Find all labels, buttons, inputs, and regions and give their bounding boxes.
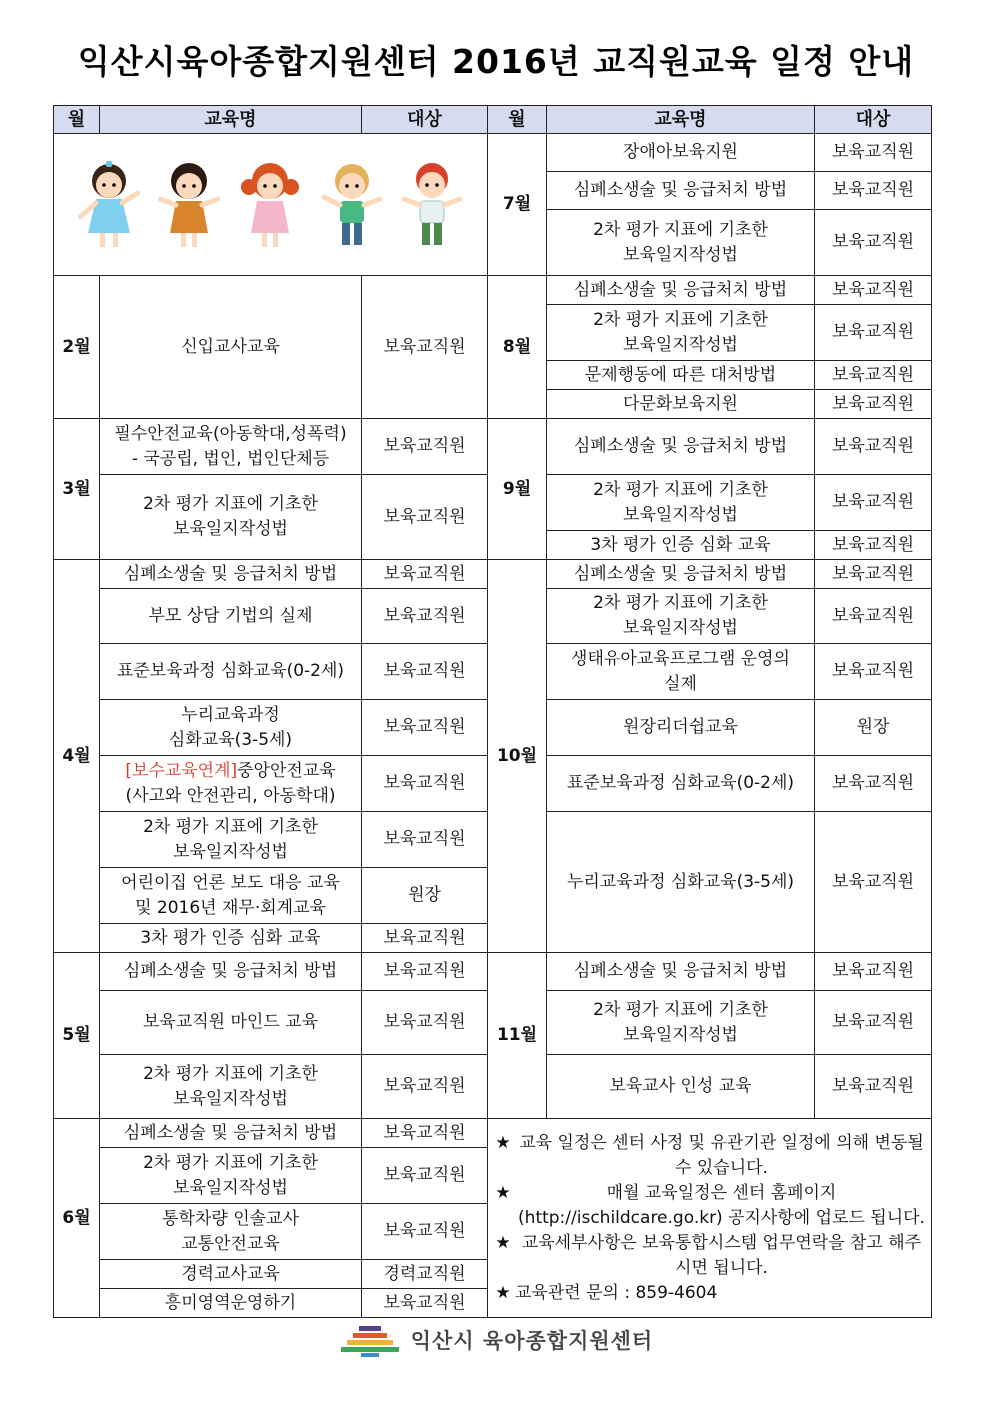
- course-name: 필수안전교육(아동학대,성폭력) - 국공립, 법인, 법인단체등: [100, 419, 362, 475]
- course-name: 문제행동에 따른 대처방법: [547, 361, 815, 390]
- course-target: 보육교직원: [815, 305, 932, 361]
- course-target: 보육교직원: [815, 390, 932, 419]
- course-target: 보육교직원: [362, 924, 488, 953]
- footer-org-name: 익산시 육아종합지원센터: [410, 1329, 654, 1353]
- course-target: 보육교직원: [815, 172, 932, 210]
- course-name: 표준보육과정 심화교육(0-2세): [547, 756, 815, 812]
- center-logo-icon: [339, 1322, 401, 1358]
- course-target: 보육교직원: [362, 700, 488, 756]
- course-name: 2차 평가 지표에 기초한 보육일지작성법: [100, 1148, 362, 1204]
- kids-illustration-cell: [54, 134, 488, 276]
- course-target: 보육교직원: [362, 276, 488, 419]
- course-name: 2차 평가 지표에 기초한 보육일지작성법: [100, 1055, 362, 1119]
- footer: [0, 1322, 992, 1358]
- course-target: 보육교직원: [362, 1148, 488, 1204]
- course-name: 3차 평가 인증 심화 교육: [100, 924, 362, 953]
- month-label-oct: 10월: [488, 560, 547, 953]
- girl-pink-dress-illustration: [237, 159, 303, 251]
- course-name: 심폐소생술 및 응급처치 방법: [547, 560, 815, 589]
- col-header-course: 교육명: [547, 106, 815, 134]
- note-text: 교육 일정은 센터 사정 및 유관기관 일정에 의해 변동될 수 있습니다.: [519, 1132, 924, 1178]
- course-name: 심폐소생술 및 응급처치 방법: [547, 276, 815, 305]
- course-target: 보육교직원: [815, 361, 932, 390]
- month-label-jul: 7월: [488, 134, 547, 276]
- course-name: 2차 평가 지표에 기초한 보육일지작성법: [547, 305, 815, 361]
- course-name: 부모 상담 기법의 실제: [100, 589, 362, 644]
- note-text: 교육세부사항은 보육통합시스템 업무연락을 참고 해주시면 됩니다.: [521, 1232, 922, 1278]
- col-header-month: 월: [54, 106, 100, 134]
- course-name: 표준보육과정 심화교육(0-2세): [100, 644, 362, 700]
- course-target: 보육교직원: [815, 756, 932, 812]
- course-name: 2차 평가 지표에 기초한 보육일지작성법: [547, 589, 815, 644]
- course-target: 보육교직원: [815, 812, 932, 953]
- note-item: [491, 1281, 928, 1306]
- star-icon: ★: [495, 1182, 511, 1203]
- course-target: 보육교직원: [815, 210, 932, 276]
- course-name: 2차 평가 지표에 기초한 보육일지작성법: [547, 475, 815, 531]
- boy-green-shirt-illustration: [321, 159, 383, 251]
- course-target: 보육교직원: [362, 475, 488, 560]
- month-label-aug: 8월: [488, 276, 547, 419]
- course-target: 보육교직원: [362, 756, 488, 812]
- course-target: 보육교직원: [362, 953, 488, 991]
- col-header-course: 교육명: [100, 106, 362, 134]
- course-target: 보육교직원: [362, 419, 488, 475]
- course-name: 보육교사 인성 교육: [547, 1055, 815, 1119]
- schedule-table: [53, 105, 932, 1318]
- course-name: [100, 756, 362, 812]
- star-icon: ★: [495, 1232, 511, 1253]
- course-target: 보육교직원: [815, 276, 932, 305]
- course-name: 심폐소생술 및 응급처치 방법: [547, 419, 815, 475]
- girl-blue-dress-illustration: [78, 159, 140, 251]
- course-name: 2차 평가 지표에 기초한 보육일지작성법: [100, 812, 362, 868]
- course-name: 장애아보육지원: [547, 134, 815, 172]
- month-label-jun: 6월: [54, 1119, 100, 1318]
- course-name: 누리교육과정 심화교육(3-5세): [100, 700, 362, 756]
- course-name: 심폐소생술 및 응급처치 방법: [100, 1119, 362, 1148]
- course-name-text: 중앙안전교육 (사고와 안전관리, 아동학대): [125, 760, 336, 806]
- course-target: 보육교직원: [362, 1055, 488, 1119]
- course-name: 누리교육과정 심화교육(3-5세): [547, 812, 815, 953]
- course-target: 보육교직원: [362, 1289, 488, 1318]
- month-label-sep: 9월: [488, 419, 547, 560]
- course-name: 보육교직원 마인드 교육: [100, 991, 362, 1055]
- month-label-mar: 3월: [54, 419, 100, 560]
- course-target: 보육교직원: [815, 953, 932, 991]
- course-name: 심폐소생술 및 응급처치 방법: [547, 172, 815, 210]
- month-label-may: 5월: [54, 953, 100, 1119]
- course-target: 보육교직원: [815, 419, 932, 475]
- course-target: 보육교직원: [815, 991, 932, 1055]
- course-target: 보육교직원: [362, 644, 488, 700]
- course-name: 어린이집 언론 보도 대응 교육 및 2016년 재무·회계교육: [100, 868, 362, 924]
- course-target: 보육교직원: [362, 560, 488, 589]
- course-target: 보육교직원: [815, 475, 932, 531]
- course-target: 원장: [815, 700, 932, 756]
- course-name: 생태유아교육프로그램 운영의 실제: [547, 644, 815, 700]
- course-target: 보육교직원: [815, 560, 932, 589]
- course-name: 다문화보육지원: [547, 390, 815, 419]
- month-label-feb: 2월: [54, 276, 100, 419]
- month-label-nov: 11월: [488, 953, 547, 1119]
- course-name: 심폐소생술 및 응급처치 방법: [547, 953, 815, 991]
- star-icon: ★: [495, 1132, 511, 1153]
- note-item: [491, 1231, 928, 1281]
- course-target: 경력교직원: [362, 1260, 488, 1289]
- course-name: 흥미영역운영하기: [100, 1289, 362, 1318]
- page-title: 익산시육아종합지원센터 2016년 교직원교육 일정 안내: [77, 42, 915, 81]
- course-target: 보육교직원: [815, 644, 932, 700]
- course-target: 보육교직원: [362, 1204, 488, 1260]
- col-header-target: 대상: [815, 106, 932, 134]
- kids-illustration: [57, 159, 484, 251]
- course-name: 2차 평가 지표에 기초한 보육일지작성법: [547, 991, 815, 1055]
- note-item: [491, 1181, 928, 1231]
- notes-box: [488, 1119, 932, 1318]
- header-row: [54, 106, 932, 134]
- star-icon: ★: [495, 1282, 511, 1303]
- course-name: 경력교사교육: [100, 1260, 362, 1289]
- course-target: 보육교직원: [815, 589, 932, 644]
- highlight-tag: [보수교육연계]: [125, 760, 238, 781]
- note-item: [491, 1131, 928, 1181]
- course-name: 3차 평가 인증 심화 교육: [547, 531, 815, 560]
- course-name: 심폐소생술 및 응급처치 방법: [100, 560, 362, 589]
- note-text: 교육관련 문의 : 859-4604: [515, 1282, 718, 1303]
- course-target: 보육교직원: [815, 531, 932, 560]
- course-target: 보육교직원: [362, 812, 488, 868]
- note-text: 매월 교육일정은 센터 홈페이지(http://ischildcare.go.kr) 공지사항에 업로드 됩니다.: [518, 1182, 925, 1228]
- course-name: 신입교사교육: [100, 276, 362, 419]
- course-target: 보육교직원: [362, 991, 488, 1055]
- course-name: 심폐소생술 및 응급처치 방법: [100, 953, 362, 991]
- col-header-month: 월: [488, 106, 547, 134]
- col-header-target: 대상: [362, 106, 488, 134]
- course-name: 원장리더쉽교육: [547, 700, 815, 756]
- course-name: 통학차량 인솔교사 교통안전교육: [100, 1204, 362, 1260]
- girl-orange-dress-illustration: [158, 159, 220, 251]
- course-target: 보육교직원: [815, 1055, 932, 1119]
- course-name: 2차 평가 지표에 기초한 보육일지작성법: [100, 475, 362, 560]
- course-target: 보육교직원: [362, 589, 488, 644]
- month-label-apr: 4월: [54, 560, 100, 953]
- course-target: 보육교직원: [362, 1119, 488, 1148]
- course-target: 보육교직원: [815, 134, 932, 172]
- course-target: 원장: [362, 868, 488, 924]
- boy-red-hair-illustration: [401, 159, 463, 251]
- course-name: 2차 평가 지표에 기초한 보육일지작성법: [547, 210, 815, 276]
